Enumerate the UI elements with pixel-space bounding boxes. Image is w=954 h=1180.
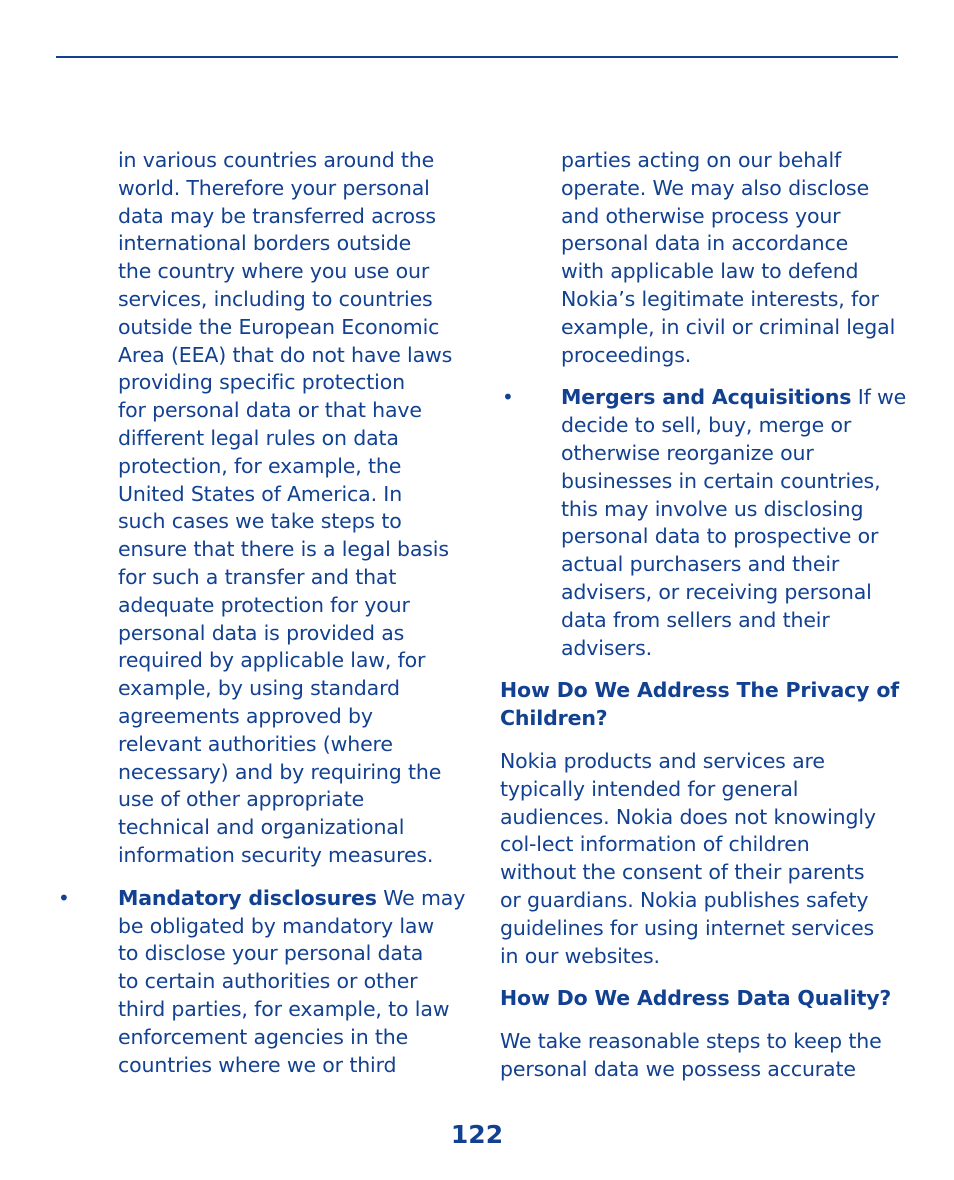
text-line: audiences. Nokia does not knowingly: [500, 804, 876, 829]
text-line: Nokia products and services are: [500, 748, 825, 773]
text-line: to disclose your personal data: [118, 941, 424, 966]
text-line: agreements approved by: [118, 703, 373, 728]
transfer-paragraph: [118, 147, 463, 870]
text-line: this may involve us disclosing: [561, 496, 864, 521]
text-line: proceedings.: [561, 342, 692, 367]
text-line: example, by using standard: [118, 676, 400, 701]
text-line: guidelines for using internet services: [500, 915, 875, 940]
text-line: parties acting on our behalf: [561, 148, 842, 172]
text-line: relevant authorities (where: [118, 731, 393, 756]
heading-line: How Do We Address The Privacy of: [500, 678, 900, 703]
text-line: adequate protection for your: [118, 592, 410, 617]
text-line: typically intended for general: [500, 776, 799, 801]
mandatory-disclosures-item: [58, 885, 466, 1080]
text-line: operate. We may also disclose: [561, 175, 870, 200]
text-line: data from sellers and their: [561, 607, 830, 632]
data-quality-paragraph: [500, 1028, 905, 1084]
text-line: businesses in certain countries,: [561, 468, 881, 493]
text-line: ensure that there is a legal basis: [118, 537, 449, 562]
text-line: without the consent of their parents: [500, 860, 865, 885]
text-line: for personal data or that have: [118, 398, 422, 423]
heading-line: How Do We Address Data Quality?: [500, 986, 892, 1011]
text-line: or guardians. Nokia publishes safety: [500, 887, 869, 912]
text-line: required by applicable law, for: [118, 648, 426, 673]
text-line: enforcement agencies in the: [118, 1024, 409, 1049]
text-line: in our websites.: [500, 943, 660, 968]
text-line: with applicable law to defend: [561, 259, 859, 284]
text-line: example, in civil or criminal legal: [561, 314, 896, 339]
text-line: col-lect information of children: [500, 832, 810, 857]
text-line: third parties, for example, to law: [118, 996, 450, 1021]
text-line: world. Therefore your personal: [118, 175, 430, 200]
text-line: use of other appropriate: [118, 787, 365, 812]
left-column: [58, 147, 466, 1079]
text-line: protection, for example, the: [118, 453, 402, 478]
text-line: services, including to countries: [118, 286, 433, 311]
text-line: Nokia’s legitimate interests, for: [561, 286, 879, 311]
text-line: international borders outside: [118, 231, 412, 256]
section-heading-data-quality: [500, 985, 905, 1013]
text-line: information security measures.: [118, 842, 434, 867]
text-line: countries where we or third: [118, 1052, 397, 1077]
text-line: [561, 384, 905, 412]
text-line: United States of America. In: [118, 481, 403, 506]
text-line: decide to sell, buy, merge or: [561, 413, 852, 438]
header-rule: [56, 56, 898, 58]
text-line: Area (EEA) that do not have laws: [118, 342, 453, 367]
section-heading-children: [500, 677, 905, 733]
heading-line: Children?: [500, 706, 608, 731]
text-line: for such a transfer and that: [118, 564, 397, 589]
mergers-acquisitions-item: [500, 384, 905, 662]
continuation-paragraph: [500, 147, 905, 369]
text-line: We take reasonable steps to keep the: [500, 1029, 882, 1054]
text-line: providing specific protection: [118, 370, 405, 395]
text-line: personal data we possess accurate: [500, 1056, 856, 1081]
text-line: to certain authorities or other: [118, 969, 418, 994]
bullet-title: Mergers and Acquisitions: [561, 385, 852, 410]
text-line: outside the European Economic: [118, 314, 440, 339]
text-line: such cases we take steps to: [118, 509, 402, 534]
bullet-icon: •: [58, 885, 70, 910]
text-line: actual purchasers and their: [561, 552, 840, 577]
text-line: advisers.: [561, 635, 652, 660]
text-line: be obligated by mandatory law: [118, 913, 434, 938]
bullet-text: If we: [851, 385, 907, 410]
text-line: personal data in accordance: [561, 231, 849, 256]
text-line: different legal rules on data: [118, 425, 399, 450]
bullet-title: Mandatory disclosures: [118, 885, 377, 910]
text-line: personal data to prospective or: [561, 524, 879, 549]
bullet-icon: •: [502, 385, 514, 410]
text-line: in various countries around the: [118, 148, 435, 172]
text-line: data may be transferred across: [118, 203, 436, 228]
text-line: advisers, or receiving personal: [561, 579, 872, 604]
text-line: technical and organizational: [118, 815, 405, 840]
children-paragraph: [500, 748, 905, 970]
text-line: necessary) and by requiring the: [118, 759, 442, 784]
page-number: 122: [450, 1120, 504, 1149]
text-line: the country where you use our: [118, 259, 430, 284]
text-line: personal data is provided as: [118, 620, 405, 645]
text-line: and otherwise process your: [561, 203, 841, 228]
bullet-text: We may: [376, 885, 466, 910]
right-column: [500, 147, 905, 1084]
text-line: otherwise reorganize our: [561, 440, 814, 465]
text-line: [118, 885, 466, 913]
